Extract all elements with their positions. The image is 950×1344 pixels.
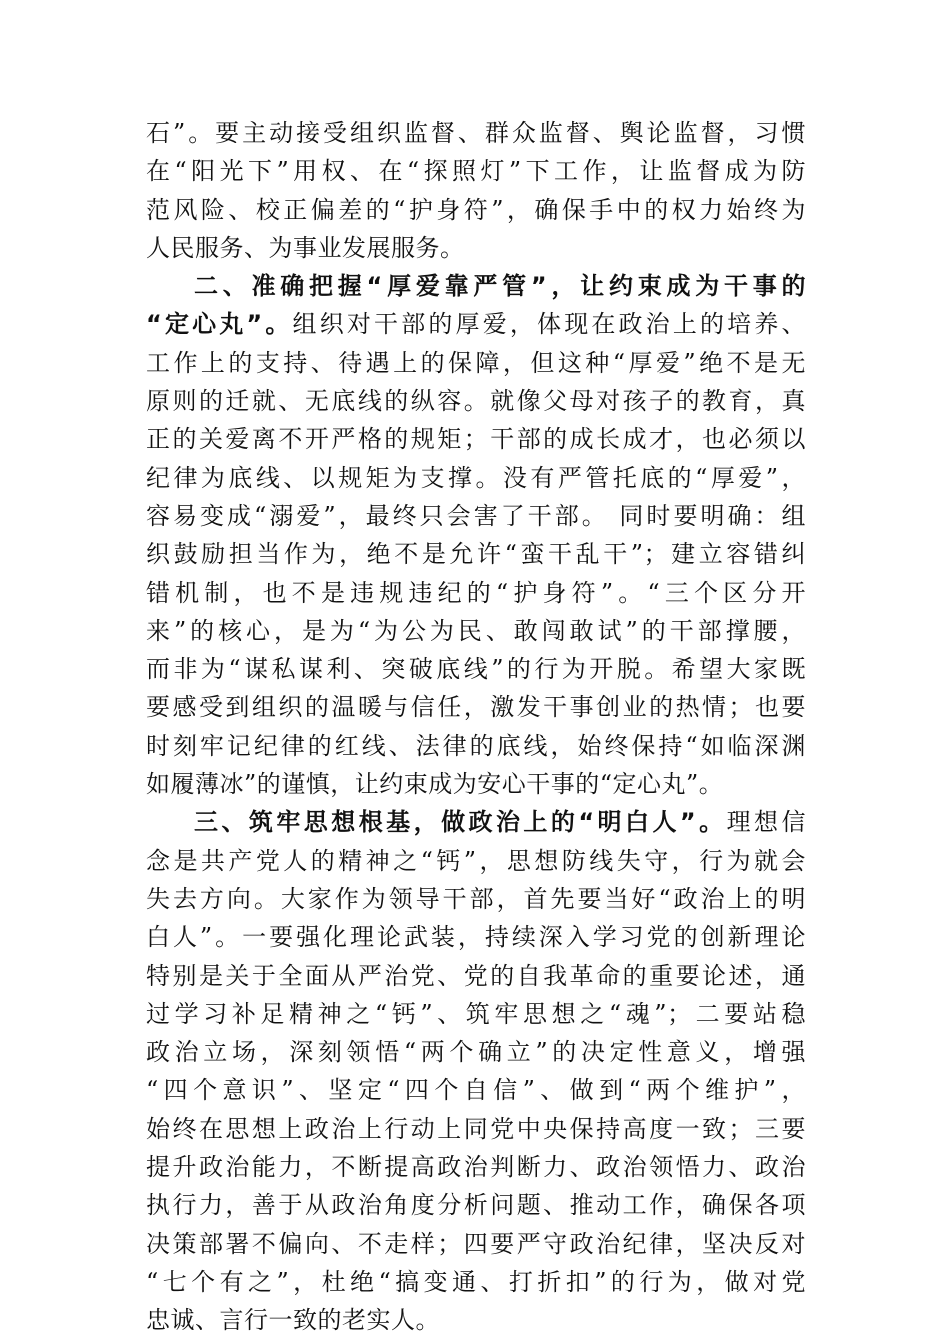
text-line: 来”的核心，是为“为公为民、敢闯敢试”的干部撑腰，	[146, 616, 806, 645]
paragraph-2	[146, 267, 806, 803]
text-line: 过学习补足精神之“钙”、筑牢思想之“魂”；二要站稳	[146, 999, 806, 1028]
text-line: 范风险、校正偏差的“护身符”，确保手中的权力始终为	[146, 195, 806, 224]
text-line: 失去方向。大家作为领导干部，首先要当好“政治上的明	[146, 884, 806, 913]
text-line: “四个意识”、坚定“四个自信”、做到“两个维护”，	[146, 1076, 806, 1105]
text-line: 时刻牢记纪律的红线、法律的底线，始终保持“如临深渊	[146, 731, 806, 760]
section-heading-3: 三、筑牢思想根基，做政治上的“明白人”。	[194, 808, 727, 837]
text-line: 执行力，善于从政治角度分析问题、推动工作，确保各项	[146, 1191, 806, 1220]
text-line: 白人”。一要强化理论武装，持续深入学习党的创新理论	[146, 923, 806, 952]
text-line: 念是共产党人的精神之“钙”，思想防线失守，行为就会	[146, 846, 806, 875]
text-line: 工作上的支持、待遇上的保障，但这种“厚爱”绝不是无	[146, 348, 806, 377]
text-line: 容易变成“溺爱”，最终只会害了干部。 同时要明确：组	[146, 501, 806, 530]
text-line: 原则的迁就、无底线的纵容。就像父母对孩子的教育，真	[146, 387, 806, 416]
section-heading-2: 二、准确把握“厚爱靠严管”，让约束成为干事的	[194, 272, 806, 301]
document-body	[146, 114, 806, 1340]
text-line: 如履薄冰”的谨慎，让约束成为安心干事的“定心丸”。	[146, 770, 724, 799]
paragraph-3	[146, 803, 806, 1339]
text-run: 组织对干部的厚爱，体现在政治上的培养、	[292, 310, 807, 339]
text-line: 政治立场，深刻领悟“两个确立”的决定性意义，增强	[146, 1038, 806, 1067]
text-line: 决策部署不偏向、不走样；四要严守政治纪律，坚决反对	[146, 1229, 806, 1258]
text-line: “七个有之”，杜绝“搞变通、打折扣”的行为，做对党	[146, 1267, 806, 1296]
text-line: 石”。要主动接受组织监督、群众监督、舆论监督，习惯	[146, 119, 806, 147]
text-line: 错机制，也不是违规违纪的“护身符”。“三个区分开	[146, 578, 806, 607]
text-line: 而非为“谋私谋利、突破底线”的行为开脱。希望大家既	[146, 655, 806, 684]
text-line: 提升政治能力，不断提高政治判断力、政治领悟力、政治	[146, 1153, 806, 1182]
text-run: 理想信	[726, 808, 806, 837]
text-line: 始终在思想上政治上行动上同党中央保持高度一致；三要	[146, 1114, 806, 1143]
text-line	[146, 305, 806, 343]
text-line	[146, 803, 806, 841]
text-line: 在“阳光下”用权、在“探照灯”下工作，让监督成为防	[146, 157, 806, 186]
text-line: 人民服务、为事业发展服务。	[146, 233, 465, 262]
text-line: 织鼓励担当作为，绝不是允许“蛮干乱干”；建立容错纠	[146, 540, 806, 569]
text-line: 正的关爱离不开严格的规矩；干部的成长成才，也必须以	[146, 425, 806, 454]
text-line: 特别是关于全面从严治党、党的自我革命的重要论述，通	[146, 961, 806, 990]
text-line: 纪律为底线、以规矩为支撑。没有严管托底的“厚爱”，	[146, 463, 806, 492]
text-line: 忠诚、言行一致的老实人。	[146, 1306, 440, 1335]
paragraph-1	[146, 114, 806, 267]
text-line: 要感受到组织的温暖与信任，激发干事创业的热情；也要	[146, 693, 806, 722]
section-heading-2-cont: “定心丸”。	[146, 310, 293, 339]
